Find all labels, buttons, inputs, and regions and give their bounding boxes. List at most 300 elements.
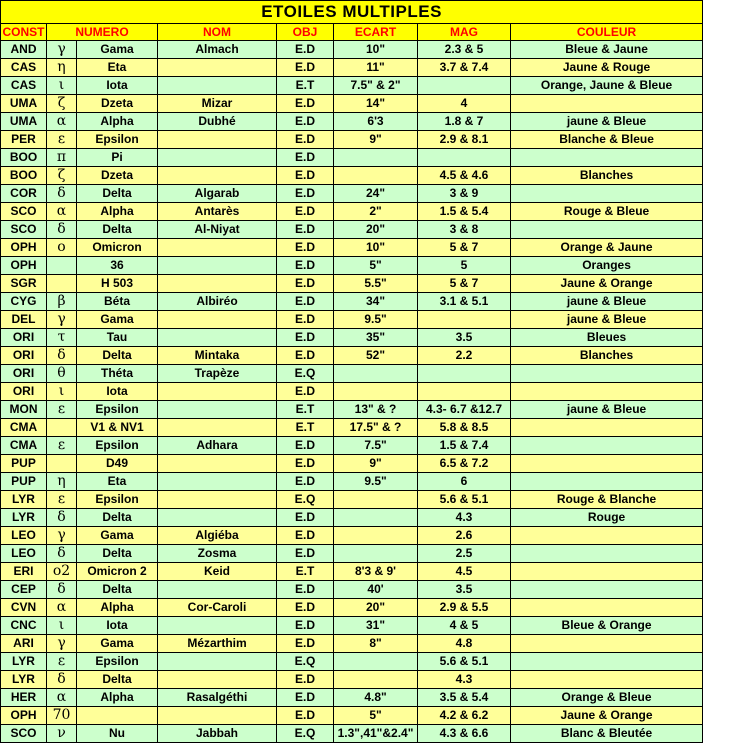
cell-ecart (334, 167, 418, 185)
cell-greek: ν (47, 725, 77, 743)
cell-const: SCO (1, 203, 47, 221)
cell-nom (158, 653, 277, 671)
cell-nom (158, 491, 277, 509)
cell-couleur (511, 635, 703, 653)
cell-mag: 5 & 7 (418, 239, 511, 257)
table-row (1, 203, 703, 221)
table-row (1, 221, 703, 239)
cell-ecart (334, 527, 418, 545)
table-row (1, 383, 703, 401)
cell-greek: α (47, 203, 77, 221)
table-row (1, 437, 703, 455)
table-row (1, 365, 703, 383)
cell-numero: Iota (77, 77, 158, 95)
table-row (1, 671, 703, 689)
cell-numero: Epsilon (77, 131, 158, 149)
cell-mag: 4 (418, 95, 511, 113)
cell-mag: 3.7 & 7.4 (418, 59, 511, 77)
cell-mag: 4.5 (418, 563, 511, 581)
header-ecart: ECART (334, 24, 418, 41)
cell-const: OPH (1, 239, 47, 257)
cell-const: DEL (1, 311, 47, 329)
cell-nom: Adhara (158, 437, 277, 455)
cell-couleur (511, 473, 703, 491)
cell-obj: E.D (277, 257, 334, 275)
header-row (1, 24, 703, 41)
cell-obj: E.D (277, 131, 334, 149)
cell-greek (47, 419, 77, 437)
cell-greek: ε (47, 491, 77, 509)
cell-nom: Zosma (158, 545, 277, 563)
cell-const: ORI (1, 383, 47, 401)
cell-nom (158, 419, 277, 437)
cell-nom: Jabbah (158, 725, 277, 743)
cell-ecart (334, 509, 418, 527)
cell-const: CNC (1, 617, 47, 635)
cell-mag: 3 & 9 (418, 185, 511, 203)
cell-greek (47, 275, 77, 293)
cell-couleur: Blanches (511, 347, 703, 365)
cell-mag: 5.6 & 5.1 (418, 653, 511, 671)
cell-greek: γ (47, 527, 77, 545)
cell-ecart: 9" (334, 455, 418, 473)
cell-greek: ι (47, 383, 77, 401)
cell-obj: E.D (277, 707, 334, 725)
cell-obj: E.D (277, 239, 334, 257)
cell-const: ORI (1, 347, 47, 365)
table-row (1, 473, 703, 491)
cell-obj: E.D (277, 275, 334, 293)
cell-nom (158, 275, 277, 293)
cell-greek: θ (47, 365, 77, 383)
header-nom: NOM (158, 24, 277, 41)
cell-ecart: 34" (334, 293, 418, 311)
cell-greek: ο2 (47, 563, 77, 581)
cell-couleur (511, 455, 703, 473)
cell-ecart: 2" (334, 203, 418, 221)
cell-mag: 4.5 & 4.6 (418, 167, 511, 185)
cell-nom: Mintaka (158, 347, 277, 365)
cell-obj: E.D (277, 617, 334, 635)
cell-numero: V1 & NV1 (77, 419, 158, 437)
cell-ecart: 52" (334, 347, 418, 365)
cell-mag: 2.3 & 5 (418, 41, 511, 59)
cell-numero: Epsilon (77, 401, 158, 419)
cell-numero: Delta (77, 509, 158, 527)
cell-obj: E.D (277, 455, 334, 473)
table-row (1, 491, 703, 509)
cell-greek: ζ (47, 95, 77, 113)
cell-numero: Dzeta (77, 167, 158, 185)
cell-nom (158, 617, 277, 635)
cell-ecart (334, 491, 418, 509)
table-row (1, 545, 703, 563)
cell-greek: δ (47, 671, 77, 689)
cell-mag (418, 365, 511, 383)
cell-const: BOO (1, 149, 47, 167)
cell-ecart: 20" (334, 221, 418, 239)
table-row (1, 329, 703, 347)
cell-couleur: jaune & Bleue (511, 113, 703, 131)
table-row (1, 257, 703, 275)
table-row (1, 707, 703, 725)
cell-mag: 1.5 & 5.4 (418, 203, 511, 221)
cell-nom (158, 329, 277, 347)
cell-ecart (334, 383, 418, 401)
cell-nom (158, 581, 277, 599)
cell-greek: π (47, 149, 77, 167)
cell-couleur: jaune & Bleue (511, 401, 703, 419)
cell-ecart: 4.8" (334, 689, 418, 707)
cell-const: PUP (1, 455, 47, 473)
cell-nom (158, 257, 277, 275)
cell-couleur (511, 527, 703, 545)
cell-mag (418, 149, 511, 167)
cell-numero: Iota (77, 617, 158, 635)
cell-const: HER (1, 689, 47, 707)
cell-const: LEO (1, 527, 47, 545)
cell-greek: δ (47, 347, 77, 365)
table-row (1, 167, 703, 185)
cell-couleur: Rouge & Bleue (511, 203, 703, 221)
cell-numero: Delta (77, 581, 158, 599)
cell-obj: E.D (277, 329, 334, 347)
cell-greek (47, 257, 77, 275)
header-couleur: COULEUR (511, 24, 703, 41)
cell-const: ORI (1, 329, 47, 347)
cell-couleur: Bleue & Orange (511, 617, 703, 635)
cell-nom: Trapèze (158, 365, 277, 383)
cell-nom: Cor-Caroli (158, 599, 277, 617)
cell-obj: E.D (277, 347, 334, 365)
cell-greek: ι (47, 77, 77, 95)
table-row (1, 599, 703, 617)
cell-mag: 1.8 & 7 (418, 113, 511, 131)
table-row (1, 113, 703, 131)
cell-ecart: 7.5" (334, 437, 418, 455)
cell-nom: Antarès (158, 203, 277, 221)
cell-greek: η (47, 59, 77, 77)
table-row (1, 185, 703, 203)
cell-greek: ε (47, 653, 77, 671)
cell-numero: Nu (77, 725, 158, 743)
cell-ecart (334, 149, 418, 167)
cell-nom: Albiréo (158, 293, 277, 311)
cell-const: PUP (1, 473, 47, 491)
cell-mag: 2.5 (418, 545, 511, 563)
header-mag: MAG (418, 24, 511, 41)
cell-obj: E.D (277, 221, 334, 239)
cell-numero: Delta (77, 545, 158, 563)
cell-mag: 5 (418, 257, 511, 275)
cell-const: SGR (1, 275, 47, 293)
cell-mag (418, 311, 511, 329)
cell-couleur (511, 671, 703, 689)
cell-mag: 6.5 & 7.2 (418, 455, 511, 473)
cell-nom (158, 59, 277, 77)
cell-greek (47, 455, 77, 473)
cell-numero: Iota (77, 383, 158, 401)
cell-numero: Delta (77, 671, 158, 689)
cell-mag: 3 & 8 (418, 221, 511, 239)
cell-const: CAS (1, 77, 47, 95)
cell-numero: Alpha (77, 113, 158, 131)
cell-ecart: 8" (334, 635, 418, 653)
cell-couleur (511, 599, 703, 617)
table-row (1, 563, 703, 581)
cell-greek: α (47, 689, 77, 707)
cell-const: CEP (1, 581, 47, 599)
cell-const: UMA (1, 113, 47, 131)
cell-couleur: Blanc & Bleutée (511, 725, 703, 743)
cell-numero: Delta (77, 185, 158, 203)
cell-ecart: 13" & ? (334, 401, 418, 419)
cell-ecart: 1.3",41"&2.4" (334, 725, 418, 743)
cell-ecart: 5" (334, 257, 418, 275)
cell-numero: Dzeta (77, 95, 158, 113)
cell-couleur: Jaune & Rouge (511, 59, 703, 77)
cell-couleur: jaune & Bleue (511, 293, 703, 311)
cell-numero: Alpha (77, 599, 158, 617)
table-row (1, 401, 703, 419)
cell-numero: Epsilon (77, 437, 158, 455)
cell-numero: Eta (77, 473, 158, 491)
cell-mag: 4.8 (418, 635, 511, 653)
cell-obj: E.D (277, 689, 334, 707)
cell-mag: 5.6 & 5.1 (418, 491, 511, 509)
cell-obj: E.D (277, 41, 334, 59)
cell-greek: ε (47, 131, 77, 149)
cell-mag: 3.1 & 5.1 (418, 293, 511, 311)
cell-greek: α (47, 113, 77, 131)
cell-ecart: 5.5" (334, 275, 418, 293)
cell-couleur (511, 545, 703, 563)
cell-nom (158, 401, 277, 419)
cell-couleur (511, 383, 703, 401)
table-row (1, 95, 703, 113)
cell-ecart: 7.5" & 2" (334, 77, 418, 95)
cell-numero: H 503 (77, 275, 158, 293)
cell-numero: Epsilon (77, 491, 158, 509)
cell-numero: Omicron (77, 239, 158, 257)
cell-couleur: Jaune & Orange (511, 275, 703, 293)
cell-numero: Omicron 2 (77, 563, 158, 581)
cell-ecart: 24" (334, 185, 418, 203)
cell-numero: Pi (77, 149, 158, 167)
cell-greek: γ (47, 311, 77, 329)
cell-const: CVN (1, 599, 47, 617)
cell-couleur: Bleue & Jaune (511, 41, 703, 59)
cell-obj: E.D (277, 185, 334, 203)
cell-obj: E.D (277, 473, 334, 491)
cell-const: CMA (1, 419, 47, 437)
cell-couleur (511, 365, 703, 383)
cell-ecart: 5" (334, 707, 418, 725)
cell-const: SCO (1, 221, 47, 239)
cell-numero: Gama (77, 527, 158, 545)
cell-const: PER (1, 131, 47, 149)
header-const: CONST (2, 25, 45, 39)
cell-couleur: Orange & Bleue (511, 689, 703, 707)
cell-obj: E.D (277, 437, 334, 455)
cell-greek: ε (47, 401, 77, 419)
cell-mag: 3.5 (418, 581, 511, 599)
cell-greek: ο (47, 239, 77, 257)
table-row (1, 635, 703, 653)
cell-mag: 2.6 (418, 527, 511, 545)
cell-nom (158, 167, 277, 185)
cell-obj: E.T (277, 419, 334, 437)
cell-greek: ι (47, 617, 77, 635)
cell-const: COR (1, 185, 47, 203)
table-row (1, 617, 703, 635)
cell-const: LYR (1, 509, 47, 527)
table-row (1, 509, 703, 527)
cell-nom: Algarab (158, 185, 277, 203)
cell-mag: 2.2 (418, 347, 511, 365)
cell-mag: 6 (418, 473, 511, 491)
cell-greek: η (47, 473, 77, 491)
cell-obj: E.D (277, 581, 334, 599)
cell-ecart: 11" (334, 59, 418, 77)
cell-nom (158, 455, 277, 473)
cell-couleur: Rouge & Blanche (511, 491, 703, 509)
cell-numero: Epsilon (77, 653, 158, 671)
cell-couleur (511, 149, 703, 167)
cell-greek: δ (47, 509, 77, 527)
cell-numero: Béta (77, 293, 158, 311)
cell-greek: ζ (47, 167, 77, 185)
cell-couleur: Orange & Jaune (511, 239, 703, 257)
cell-const: LYR (1, 671, 47, 689)
cell-greek: δ (47, 581, 77, 599)
table-row (1, 77, 703, 95)
cell-nom: Mézarthim (158, 635, 277, 653)
cell-couleur: Oranges (511, 257, 703, 275)
cell-greek: δ (47, 221, 77, 239)
cell-mag: 4.3 (418, 671, 511, 689)
cell-couleur (511, 581, 703, 599)
cell-const: BOO (1, 167, 47, 185)
cell-ecart (334, 653, 418, 671)
cell-obj: E.T (277, 401, 334, 419)
cell-const: ARI (1, 635, 47, 653)
cell-couleur (511, 437, 703, 455)
cell-const: MON (1, 401, 47, 419)
cell-ecart: 35" (334, 329, 418, 347)
cell-const: LEO (1, 545, 47, 563)
cell-mag: 3.5 (418, 329, 511, 347)
table-row (1, 653, 703, 671)
cell-couleur (511, 95, 703, 113)
table-row (1, 149, 703, 167)
cell-nom: Al-Niyat (158, 221, 277, 239)
table-row (1, 311, 703, 329)
cell-numero: D49 (77, 455, 158, 473)
cell-nom (158, 311, 277, 329)
cell-greek: γ (47, 635, 77, 653)
cell-numero (77, 707, 158, 725)
table-title: ETOILES MULTIPLES (1, 1, 703, 24)
cell-couleur: jaune & Bleue (511, 311, 703, 329)
table-row (1, 239, 703, 257)
cell-couleur: Rouge (511, 509, 703, 527)
cell-obj: E.T (277, 563, 334, 581)
cell-ecart (334, 671, 418, 689)
cell-nom (158, 509, 277, 527)
cell-mag: 1.5 & 7.4 (418, 437, 511, 455)
cell-mag (418, 383, 511, 401)
cell-obj: E.D (277, 383, 334, 401)
table-row (1, 41, 703, 59)
cell-const: OPH (1, 707, 47, 725)
table-row (1, 59, 703, 77)
cell-obj: E.D (277, 59, 334, 77)
cell-couleur: Orange, Jaune & Bleue (511, 77, 703, 95)
cell-const: LYR (1, 653, 47, 671)
cell-couleur (511, 185, 703, 203)
cell-const: CAS (1, 59, 47, 77)
header-obj: OBJ (277, 24, 334, 41)
cell-ecart: 40' (334, 581, 418, 599)
cell-mag: 4.3 & 6.6 (418, 725, 511, 743)
cell-nom (158, 707, 277, 725)
cell-greek: γ (47, 41, 77, 59)
cell-const: LYR (1, 491, 47, 509)
table-row (1, 131, 703, 149)
cell-greek: 70 (47, 707, 77, 725)
cell-obj: E.D (277, 509, 334, 527)
cell-numero: Delta (77, 221, 158, 239)
cell-nom (158, 239, 277, 257)
cell-mag: 2.9 & 5.5 (418, 599, 511, 617)
cell-nom: Algiéba (158, 527, 277, 545)
cell-obj: E.D (277, 95, 334, 113)
cell-const: CMA (1, 437, 47, 455)
cell-obj: E.D (277, 635, 334, 653)
cell-mag: 4.2 & 6.2 (418, 707, 511, 725)
cell-obj: E.D (277, 167, 334, 185)
cell-obj: E.Q (277, 725, 334, 743)
cell-mag: 5 & 7 (418, 275, 511, 293)
cell-couleur (511, 221, 703, 239)
cell-mag: 3.5 & 5.4 (418, 689, 511, 707)
cell-greek: δ (47, 185, 77, 203)
table-row (1, 347, 703, 365)
table-row (1, 419, 703, 437)
cell-nom (158, 473, 277, 491)
cell-nom: Dubhé (158, 113, 277, 131)
cell-obj: E.Q (277, 653, 334, 671)
cell-ecart: 9" (334, 131, 418, 149)
cell-numero: Delta (77, 347, 158, 365)
cell-greek: β (47, 293, 77, 311)
cell-ecart: 9.5" (334, 311, 418, 329)
cell-ecart: 17.5" & ? (334, 419, 418, 437)
cell-numero: Gama (77, 311, 158, 329)
cell-mag: 4 & 5 (418, 617, 511, 635)
cell-mag: 4.3- 6.7 &12.7 (418, 401, 511, 419)
cell-greek: τ (47, 329, 77, 347)
cell-numero: Eta (77, 59, 158, 77)
cell-couleur: Bleues (511, 329, 703, 347)
cell-obj: E.D (277, 527, 334, 545)
table-row (1, 689, 703, 707)
cell-nom (158, 131, 277, 149)
cell-obj: E.T (277, 77, 334, 95)
cell-obj: E.D (277, 203, 334, 221)
cell-obj: E.D (277, 545, 334, 563)
